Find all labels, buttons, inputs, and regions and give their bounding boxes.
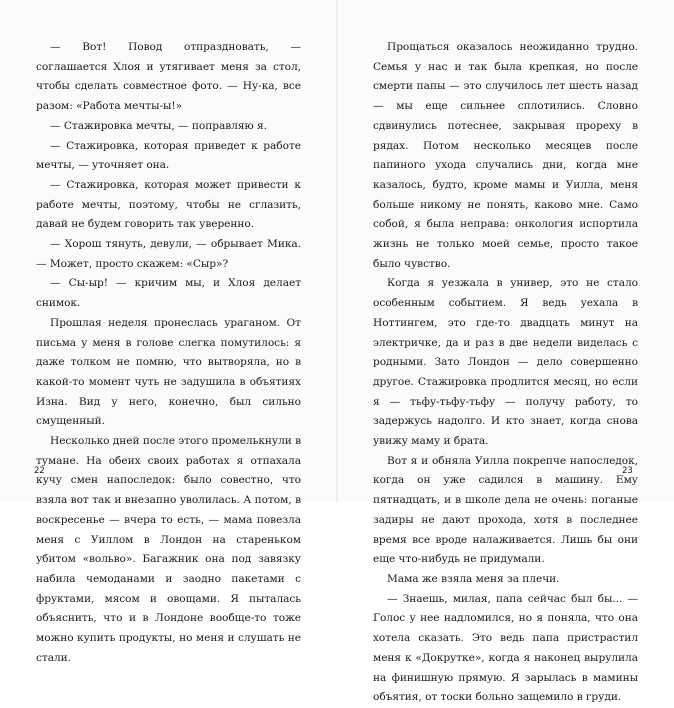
paragraph: — Сы-ыр! — кричим мы, и Хлоя делает снимок.: [36, 277, 301, 310]
paragraph: Мама же взяла меня за плечи.: [387, 572, 560, 585]
paragraph: Вот я и обняла Уилла покрепче напоследок, когда он уже садился в машину. Ему пятнадцать, и в школе дела не очень: поганые задиры не дают прохода, хотя в последнее время все вроде налаживается. Лишь бы они еще что-нибудь не придумали.: [373, 454, 638, 566]
page-number-left: 22: [34, 466, 45, 476]
paragraph: — Стажировка, которая может привести к работе мечты, поэтому, чтобы не сглазить, давай не будем говорить так уверенно.: [36, 178, 301, 231]
paragraph: — Стажировка, которая приведет к работе мечты, — уточняет она.: [36, 139, 301, 172]
paragraph: — Знаешь, милая, папа сейчас был бы... — Голос у нее надломился, но я поняла, что она хотела сказать. Это ведь папа пристрастил меня к «Докрутке», когда я наконец вырулила на финишную прямую. Я зарылась в мамины объятия, от тоски больно защемило в груди.: [373, 592, 638, 704]
left-page: [36, 38, 302, 664]
page-number-right: 23: [622, 466, 633, 476]
paragraph: Прошлая неделя пронеслась ураганом. От письма у меня в голове слегка помутилось: я даже толком не помню, что вытворяла, но в какой-то момент чуть не задушила в объятиях Изна. Вид у него, конечно, был сильно смущенный.: [36, 316, 301, 428]
book-gutter: [336, 0, 338, 502]
paragraph: — Вот! Повод отпраздновать, — соглашается Хлоя и утягивает меня за стол, чтобы сделать совместное фото. — Ну-ка, все разом: «Работа мечты-ы!»: [36, 41, 301, 113]
right-page: [373, 38, 638, 704]
paragraph: Несколько дней после этого промелькнули в тумане. На обеих своих работах я отпахала кучу смен напоследок: было совестно, что взяла вот так и внезапно уволилась. А потом, в воскресенье — вчера то есть, — мама повезла меня с Уиллом в Лондон на стареньком убитом «вольво». Багажник она под завязку набила чемоданами и заодно пакетами с фруктами, мясом и овощами. Я пыталась объяснить, что и в Лондоне вообще-то тоже можно купить продукты, но меня и слушать не стали.: [36, 435, 302, 664]
paragraph: — Стажировка мечты, — поправляю я.: [50, 119, 267, 132]
paragraph: Прощаться оказалось неожиданно трудно. Семья у нас и так была крепкая, но после смерти папы — это случилось лет шесть назад — мы еще сильнее сплотились. Словно сдвинулись потеснее, закрывая прореху в рядах. Потом несколько месяцев после папиного ухода случались дни, когда мне казалось, будто, кроме мамы и Уилла, меня больше никому не понять, каково мне. Само собой, я была неправа: онкология испортила жизнь не только моей семье, просто такое было чувство.: [373, 41, 638, 270]
paragraph: — Хорош тянуть, девули, — обрывает Мика. — Может, просто скажем: «Сыр»?: [36, 238, 301, 270]
paragraph: Когда я уезжала в универ, это не стало особенным событием. Я ведь уехала в Ноттингем, это где-то двадцать минут на электричке, да и раз в две недели виделась с родными. Зато Лондон — дело совершенно другое. Стажировка продлится месяц, но если я — тьфу-тьфу-тьфу — получу работу, то задержусь надолго. И кто знает, когда снова увижу маму и брата.: [373, 277, 638, 448]
